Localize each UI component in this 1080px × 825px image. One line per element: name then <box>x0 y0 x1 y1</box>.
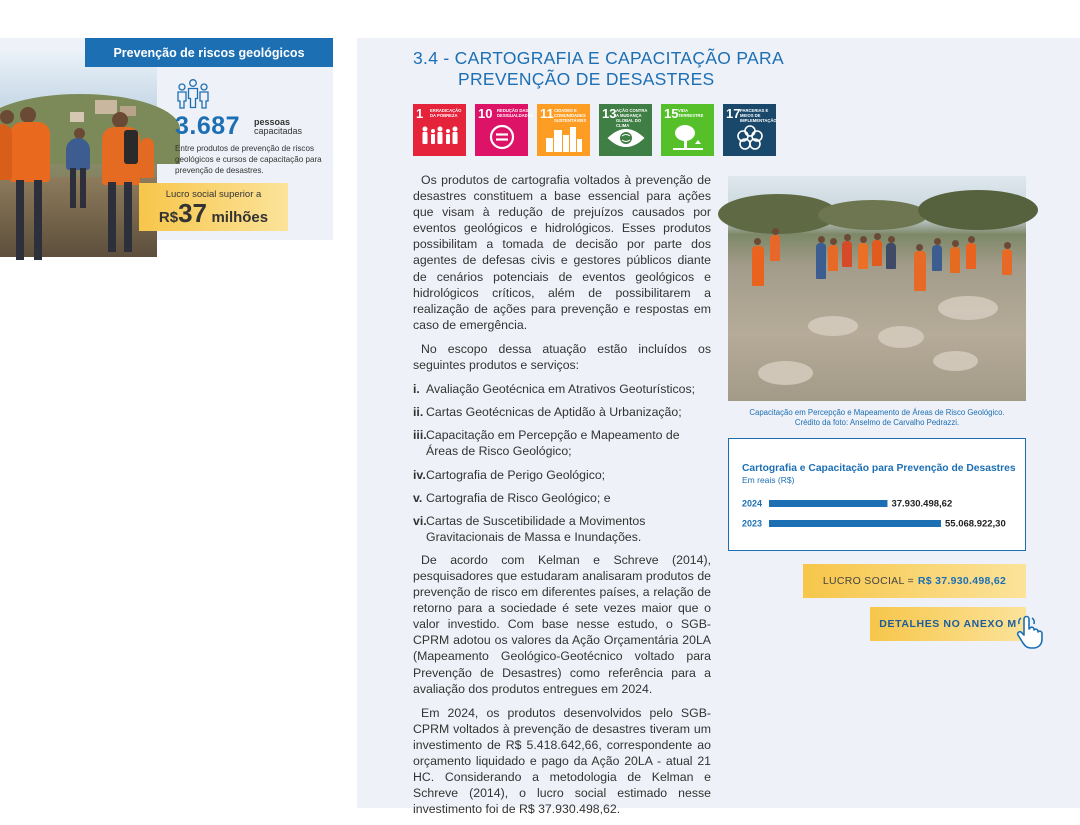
value-label: 55.068.922,30 <box>945 518 1006 530</box>
photo-caption <box>728 408 1026 428</box>
bar-chart <box>728 438 1026 551</box>
city-icon <box>545 124 583 152</box>
left-summary-card <box>0 38 333 240</box>
section-title-line1: 3.4 - CARTOGRAFIA E CAPACITAÇÃO PARA <box>413 48 784 68</box>
field-team-photo <box>0 52 157 252</box>
list-text: Cartas Geotécnicas de Aptidão à Urbanização; <box>426 405 682 420</box>
ods-number: 1 <box>416 106 424 121</box>
card-header: Prevenção de riscos geológicos <box>85 38 333 67</box>
bar-2024 <box>769 500 887 507</box>
list-item <box>413 467 711 483</box>
caption-line1: Capacitação em Percepção e Mapeamento de Áreas de Risco Geológico. <box>749 408 1005 417</box>
list-item <box>413 427 711 459</box>
category-label: 2023 <box>742 518 763 529</box>
ods-number: 13 <box>602 106 617 121</box>
paragraph-2: No escopo dessa atuação estão incluídos os seguintes produtos e serviços: <box>413 341 711 373</box>
equality-icon <box>483 124 521 152</box>
paragraph-4: Em 2024, os produtos desenvolvidos pelo SGB-CPRM voltados à prevenção de desastres tiveram um investimento de R$ 5.418.642,66, correspondente ao orçamento liquidado e pago da Ação 20LA - atual 21 HC. Considerando a metodologia de Kelman e Schreve (2014), o lucro social estimado nesse investimento foi de R$ 37.930.498,62. <box>413 705 711 817</box>
chart-title: Cartografia e Capacitação para Prevenção de Desastres <box>742 463 1016 474</box>
section-title-line2: PREVENÇÃO DE DESASTRES <box>458 69 715 89</box>
ods-number: 11 <box>540 106 554 121</box>
lucro-social-box <box>803 564 1026 598</box>
list-item <box>413 404 711 420</box>
family-icon <box>421 124 459 152</box>
list-numeral: v. <box>413 490 423 505</box>
list-numeral: ii. <box>413 405 424 420</box>
body-text <box>413 172 711 825</box>
list-numeral: vi. <box>413 513 427 528</box>
lucro-currency: R$ <box>158 209 179 226</box>
chart-subtitle: Em reais (R$) <box>742 475 795 485</box>
ods-number: 17 <box>726 106 741 121</box>
ods-number: 10 <box>478 106 493 121</box>
ods-badges <box>413 104 776 156</box>
training-photo <box>728 176 1026 401</box>
ods-label: ERRADICAÇÃO DA POBREZA <box>430 108 462 118</box>
ods-badge-10 <box>475 104 534 156</box>
flower-icon <box>731 124 769 152</box>
lucro-label: Lucro social superior a <box>165 189 262 200</box>
stat-unit <box>254 118 302 136</box>
value-label: 37.930.498,62 <box>891 498 953 510</box>
stat-unit-bold: pessoas <box>254 117 291 127</box>
list-numeral: i. <box>413 382 420 397</box>
list-text: Avaliação Geotécnica em Atrativos Geoturísticos; <box>426 382 696 397</box>
stat-description: Entre produtos de prevenção de riscos geológicos e cursos de capacitação para prevenção de desastres. <box>175 144 322 175</box>
detalhes-anexo-button[interactable]: DETALHES NO ANEXO M <box>870 607 1026 641</box>
section-title <box>413 48 784 90</box>
lucro-value: 37 <box>178 198 207 228</box>
list-text: Cartas de Suscetibilidade a Movimentos Gravitacionais de Massa e Inundações. <box>426 513 646 544</box>
products-list <box>413 381 711 545</box>
category-label: 2024 <box>742 498 763 509</box>
ods-badge-17 <box>723 104 776 156</box>
lucro-amount <box>139 198 288 228</box>
tree-icon <box>669 124 707 152</box>
list-text: Capacitação em Percepção e Mapeamento de Áreas de Risco Geológico; <box>426 428 680 459</box>
ods-label: VIDA TERRESTRE <box>678 108 704 118</box>
ods-badge-11 <box>537 104 590 156</box>
ods-number: 15 <box>664 106 679 121</box>
stat-unit-text: capacitadas <box>254 126 303 136</box>
chart-plot <box>729 489 1025 539</box>
paragraph-1: Os produtos de cartografia voltados à prevenção de desastres constituem a base essencial para ações que visam à redução de prejuízos causados por eventos geológicos e hidrológicos. Esses produtos possibilitam a tomada de decisão por parte dos agentes de defesas civis e gestores públicos diante de cenários potenciais de eventos geológicos e hidrológicos críticos, além de possibilitarem a realização de ações para prevenção e respostas em caso de emergência. <box>413 173 711 332</box>
ods-label: REDUÇÃO DAS DESIGUALDADES <box>497 108 534 118</box>
lucro-suffix: milhões <box>211 209 269 226</box>
lucro-social-value: R$ 37.930.498,62 <box>917 575 1007 587</box>
bar-2023 <box>769 520 941 527</box>
stat-number: 3.687 <box>175 112 241 140</box>
list-item <box>413 381 711 397</box>
ods-badge-1 <box>413 104 466 156</box>
ods-badge-15 <box>661 104 714 156</box>
eye-globe-icon <box>607 124 645 152</box>
paragraph-3: De acordo com Kelman e Schreve (2014), pesquisadores que estudaram analisaram produtos de prevenção de risco em diferentes países, a relação de retorno para a sociedade é sete vezes maior que o valor investido. Com base nesse estudo, o SGB-CPRM adotou os valores da Ação Orçamentária 20LA (Mapeamento Geológico-Geotécnico voltado para Prevenção de Desastres) como referência para a avaliação dos produtos entregues em 2024. <box>413 552 711 696</box>
list-numeral: iii. <box>413 428 427 443</box>
ods-label: AÇÃO CONTRA A MUDANÇA GLOBAL DO CLIMA <box>616 108 648 128</box>
list-item <box>413 513 711 545</box>
list-item <box>413 490 711 506</box>
ods-label: PARCERIAS E MEIOS DE IMPLEMENTAÇÃO <box>740 108 777 123</box>
list-text: Cartografia de Perigo Geológico; <box>426 467 606 482</box>
caption-line2: Crédito da foto: Anselmo de Carvalho Pedrazzi. <box>794 418 960 427</box>
ods-label: CIDADES E COMUNIDADES SUSTENTÁVEIS <box>554 108 587 123</box>
list-text: Cartografia de Risco Geológico; e <box>426 490 611 505</box>
ods-badge-13 <box>599 104 652 156</box>
people-group-icon <box>175 78 211 110</box>
list-numeral: iv. <box>413 467 426 482</box>
lucro-social-label: LUCRO SOCIAL = <box>822 575 914 587</box>
hand-pointer-icon[interactable] <box>1015 615 1043 649</box>
lucro-highlight <box>139 183 288 231</box>
